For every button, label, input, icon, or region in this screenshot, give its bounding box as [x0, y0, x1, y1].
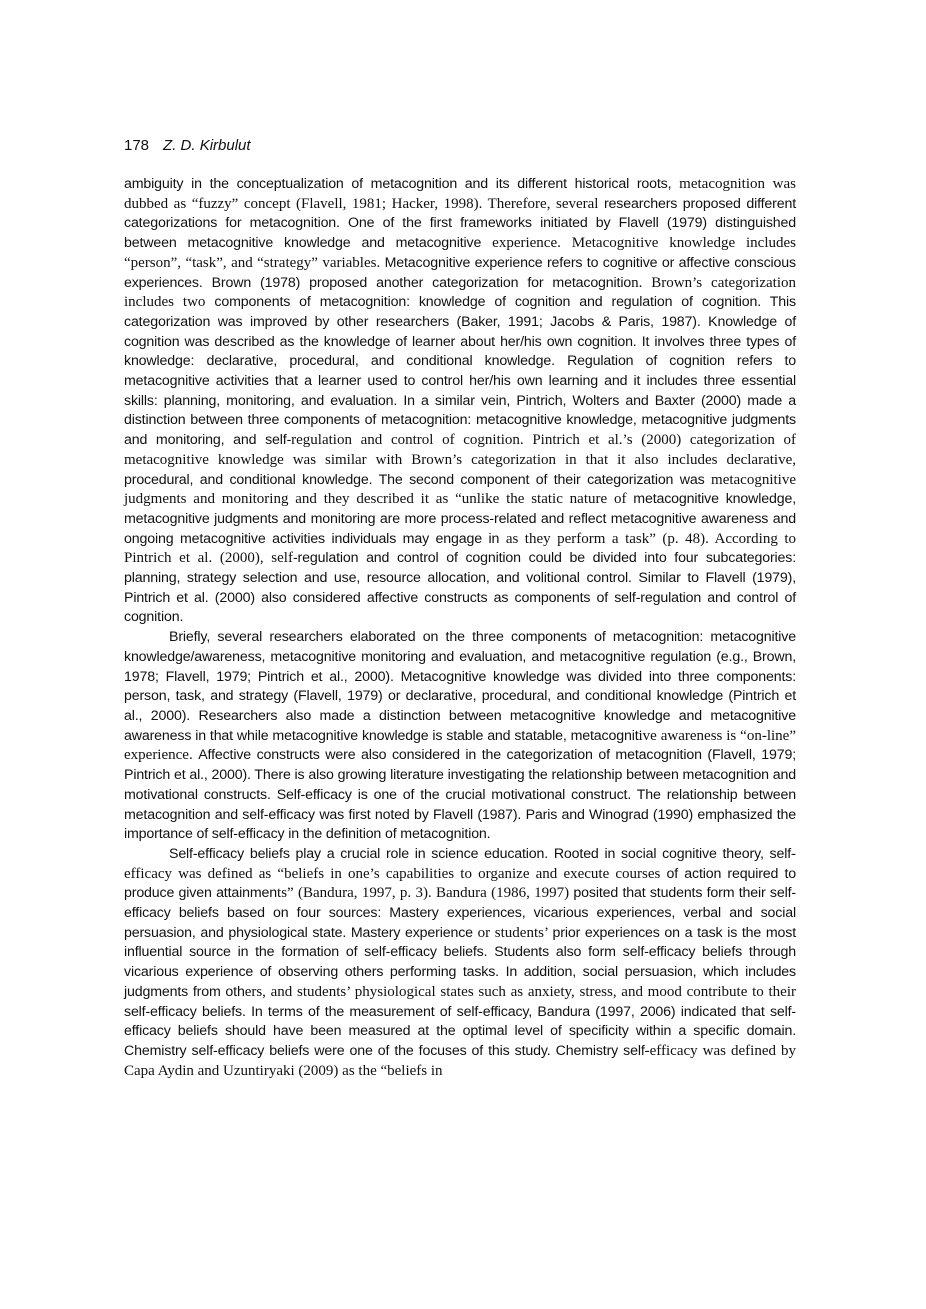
text-run: n. Brown’s categorization includes two	[124, 274, 796, 311]
text-run: ive awareness is “on-line” experience.	[124, 727, 796, 764]
body-text	[124, 175, 796, 1081]
text-run: prior experiences on a task is the most influential source in the formation of self-efficacy beliefs. Students also form self-efficacy beliefs through vicarious experience of observing others performing tasks. In addition, social persuasion, which includes judgments from oth	[124, 924, 797, 1000]
text-run: ers, and students’ physiological states such as anxiety, stress, and mood contribute to their	[244, 983, 796, 1000]
text-run: components of metacognition: knowledge of cognition and regulation of cognition. This categorization was improved by other researchers (Baker, 1991; Jacobs & Paris, 1987). Knowledge of cognition was described as the knowledge of learner about her/his own cognition. It involves three types of knowledge: declarative, procedural, and conditional knowledge. Regulation of cognition refers to metacognitive activities that a learner used to control her/his own learning and it includes three essential skills: planning, monitoring, and evaluation. In a similar vein, Pintrich, Wolters and Baxter (2000) made a distinction between three components of metacognition: metacognitive knowledge, metacognitive judgments and monitoring, and self-	[124, 294, 796, 449]
running-header	[124, 137, 251, 155]
text-run: as they perform a task” (p. 48). According to Pintrich et al. (2000), self	[124, 530, 797, 567]
text-run: regulation and control of cognition. Pintrich et al.’s (2000) categorization of metacognitive knowledge was similar with Brown’s categorization in that it also includes declarative,	[124, 432, 796, 468]
text-run: self-efficacy beliefs. In terms of the measurement of self-efficacy, Bandura (1997, 2006) indicated that self-efficacy beliefs should have been measured at the optimal level of specificity within a specific domain. Chemistry self-efficacy beliefs were one of the focuses of this study. Chemistry self	[124, 1003, 796, 1059]
text-run: of action required to produce given attainmen	[124, 865, 796, 902]
running-author: Z. D. Kirbulut	[163, 137, 251, 154]
paragraph	[124, 175, 796, 628]
text-run: -efficacy was defined as “beliefs in one’s capabilities to organize and execute courses	[124, 845, 796, 882]
text-run: or students’	[477, 924, 553, 941]
paragraph	[124, 845, 796, 1081]
text-run: metacognitive judgments and monitoring and they described it as “unlike the static nature of	[124, 471, 796, 508]
text-run: Affective constructs were also considered in the categorization of metacognition (Flavell, 1979; Pintrich et al., 2000). There is also growing literature investigating the relationship between metacognition and motivational constructs. Self-efficacy is one of the crucial motivational construct. The relationship between metacognition and self-efficacy was first noted by Flavell (1987). Paris and Winograd (1990) emphasized the importance of self-efficacy in the definition of metacognition.	[124, 747, 796, 843]
text-run: posited that students form their self-efficacy beliefs based on four sources: Mastery experiences, vicarious experiences, verbal and social persuasion, and physiological state. Mastery experience	[124, 885, 796, 941]
text-run: metacognitive knowledge, metacognitive judgments and monitoring are more process-related and reflect metacognitive awareness and ongoing metacognitive activities individuals may engage in	[124, 491, 796, 547]
text-run: researchers proposed different categorizations for metacognition. One of the first frameworks initiated by Flavell (1979) distinguished between metacognitive knowledge and metacognitive	[124, 195, 796, 252]
text-run: ts” (Bandura, 1997, p. 3). Bandura (1986, 1997)	[277, 885, 574, 902]
text-run: procedural, and conditional knowledge. The second component of their categorization was	[124, 471, 712, 488]
text-run: Briefly, several researchers elaborated on the three components of metacognition: metacognitive knowledge/awareness, metacognitive monitoring and evaluation, and metacognitive regulation (e.g., Brown, 1978; Flavell, 1979; Pintrich et al., 2000). Metacognitive knowledge was divided into three components: person, task, and strategy (Flavell, 1979) or declarative, procedural, and conditional knowledge (Pintrich et al., 2000). Researchers also made a distinction between metacognitive knowledge and metacognitive awareness in that while metacognitive knowledge is stable and statable, metacognit	[124, 629, 796, 744]
text-run: ambiguity in the conceptualization of metacognition and its different historical roots,	[124, 176, 680, 192]
text-run: metacognition was dubbed as “fuzzy” concept (Flavell, 1981; Hacker, 1998). Therefore, several	[124, 176, 797, 212]
text-run: -efficacy was defined by Capa Aydin and Uzuntiryaki (2009) as the “beliefs in	[124, 1042, 796, 1079]
page-number: 178	[124, 137, 150, 154]
text-run: Metacognitive experience refers to cognitive or affective conscious experiences. Brown (1978) proposed another categorization for metacognitio	[124, 254, 796, 291]
text-run: -regulation and control of cognition could be divided into four subcategories: planning, strategy selection and use, resource allocation, and volitional control. Similar to Flavell (1979), Pintrich et al. (2000) also considered affective constructs as components of self-regulation and control of cognition.	[124, 550, 797, 626]
text-run: Self-efficacy beliefs play a crucial role in science education. Rooted in social cognitive theory, self	[169, 845, 791, 862]
text-run: experience. Metacognitive knowledge includes “person”, “task”, and “strategy” variables.	[124, 235, 796, 271]
paragraph	[124, 628, 796, 845]
